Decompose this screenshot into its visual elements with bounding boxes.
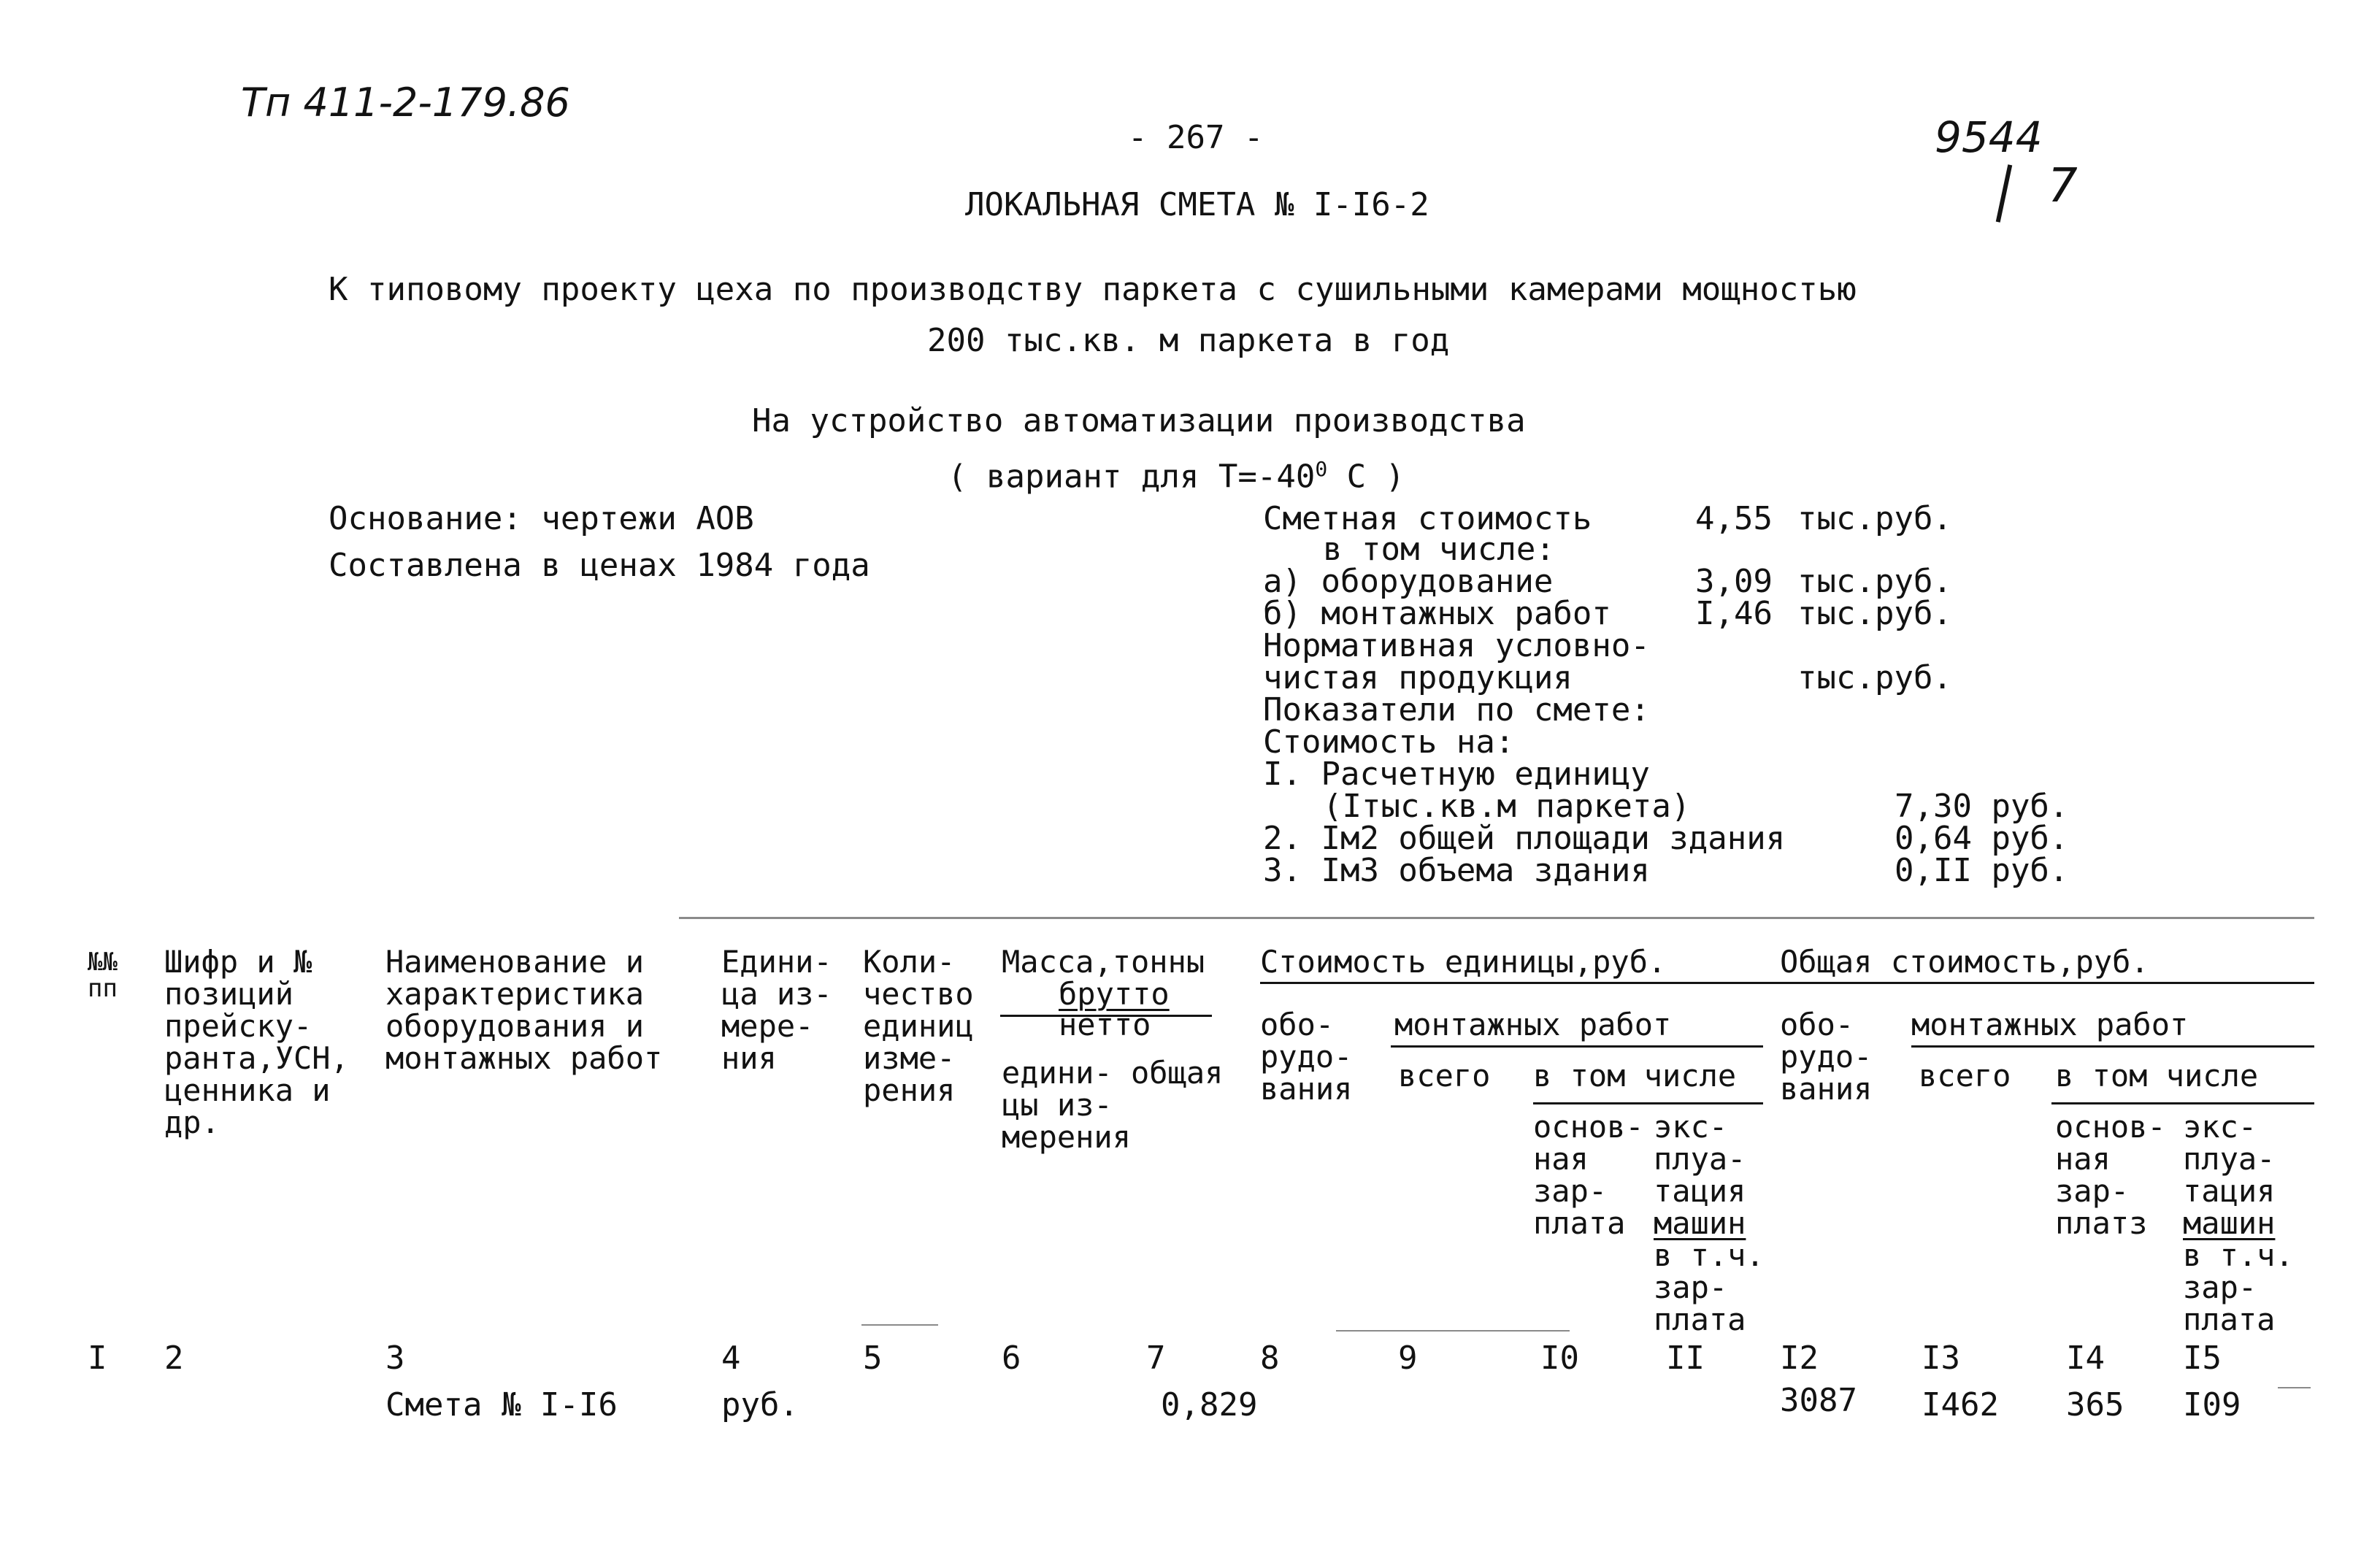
- handwritten-slash: [1996, 164, 2013, 222]
- total-install-rule: [1911, 1045, 2314, 1048]
- header-total-wage: основ- ная зар- платз: [2055, 1109, 2166, 1241]
- archive-sheet-handwritten: 7: [2048, 159, 2078, 213]
- header-total-mach-wage: в т.ч. зар- плата: [2183, 1237, 2294, 1337]
- row-total-equipment: 3087: [1780, 1382, 1857, 1419]
- subtitle-line-1: К типовому проекту цеха по производству паркета с сушильными камерами мощностью: [329, 271, 1857, 308]
- header-total-equipment: обо- рудо- вания: [1780, 1007, 1873, 1107]
- header-total-incl: в том числе: [2055, 1058, 2259, 1094]
- unit-install-rule: [1391, 1045, 1763, 1048]
- column-number: I3: [1922, 1340, 1960, 1377]
- subtitle-line-2: 200 тыс.кв. м паркета в год: [927, 322, 1450, 359]
- page-title: ЛОКАЛЬНАЯ СМЕТА № I-I6-2: [965, 186, 1429, 223]
- header-name: Наименование и характеристика оборудования и монтажных работ: [385, 944, 663, 1076]
- column-number: 4: [721, 1340, 741, 1377]
- estimated-cost-label: Сметная стоимость: [1263, 500, 1592, 537]
- header-total-total: всего: [1919, 1058, 2011, 1094]
- header-total-cost: Общая стоимость,руб.: [1780, 944, 2149, 980]
- normative-unit: тыс.руб.: [1797, 659, 1952, 696]
- header-mass: Масса,тонны: [1002, 944, 1205, 980]
- header-mass-sub: едини- общая цы из- мерения: [1002, 1055, 1224, 1155]
- installation-unit: тыс.руб.: [1797, 595, 1952, 632]
- installation-label: б) монтажных работ: [1263, 595, 1611, 632]
- column-number: 9: [1398, 1340, 1418, 1377]
- unit-incl-rule: [1533, 1102, 1763, 1104]
- equipment-unit: тыс.руб.: [1797, 563, 1952, 600]
- normative-label-1: Нормативная условно-: [1263, 627, 1650, 664]
- header-code: Шифр и № позиций прейску- ранта,УСН, ценника и др.: [164, 944, 349, 1140]
- scan-mark: [861, 1324, 938, 1326]
- header-unit-cost: Стоимость единицы,руб.: [1260, 944, 1667, 980]
- equipment-value: 3,09: [1695, 563, 1773, 600]
- row-total-wage: 365: [2066, 1386, 2124, 1423]
- row-unit: руб.: [721, 1386, 799, 1423]
- header-total-install: монтажных работ: [1911, 1007, 2189, 1042]
- cost-title-rule: [1260, 982, 2314, 984]
- area-cost-value: 0,64 руб.: [1895, 820, 2069, 857]
- column-number: I2: [1780, 1340, 1819, 1377]
- indicators-label: Показатели по смете:: [1263, 691, 1650, 729]
- equipment-label: а) оборудование: [1263, 563, 1554, 600]
- project-code-handwritten: Тп 411-2-179.86: [241, 80, 570, 126]
- including-label: в том числе:: [1323, 531, 1555, 568]
- column-number: 2: [164, 1340, 184, 1377]
- row-total-install: I462: [1922, 1386, 1999, 1423]
- table-top-rule: [679, 917, 2314, 919]
- unit-cost-value: 7,30 руб.: [1895, 788, 2069, 825]
- header-mass-netto: нетто: [1059, 1007, 1151, 1042]
- header-unit-mach-wage: в т.ч. зар- плата: [1654, 1237, 1765, 1337]
- column-number: II: [1666, 1340, 1705, 1377]
- header-unit-total: всего: [1398, 1058, 1491, 1094]
- volume-cost-value: 0,II руб.: [1895, 852, 2069, 889]
- purpose-line: На устройство автоматизации производства: [752, 402, 1526, 439]
- column-number: I: [88, 1340, 107, 1377]
- normative-label-2: чистая продукция: [1263, 659, 1573, 696]
- header-unit-mach-u: машин: [1654, 1205, 1746, 1241]
- header-unit: Едини- ца из- мере- ния: [721, 944, 832, 1076]
- archive-number-handwritten: 9544: [1935, 112, 2043, 162]
- header-unit-install: монтажных работ: [1394, 1007, 1672, 1042]
- header-unit-mach: экс- плуа- тация: [1654, 1109, 1746, 1209]
- column-number: 5: [863, 1340, 883, 1377]
- column-number: I4: [2066, 1340, 2105, 1377]
- total-incl-rule: [2051, 1102, 2314, 1104]
- row-name: Смета № I-I6: [385, 1386, 618, 1423]
- header-total-mach: экс- плуа- тация: [2183, 1109, 2276, 1209]
- row-mass-total: 0,829: [1161, 1386, 1258, 1423]
- header-unit-incl: в том числе: [1533, 1058, 1737, 1094]
- unit-cost-label-2: (Iтыс.кв.м паркета): [1323, 788, 1691, 825]
- header-row-number: №№ пп: [88, 948, 118, 1003]
- header-mass-brutto: брутто: [1059, 976, 1170, 1012]
- header-quantity: Коли- чество единиц изме- рения: [863, 944, 974, 1108]
- page-number: - 267 -: [1128, 119, 1264, 156]
- column-number: I0: [1540, 1340, 1579, 1377]
- column-number: I5: [2183, 1340, 2222, 1377]
- estimated-cost-value: 4,55: [1695, 500, 1773, 537]
- cost-per-label: Стоимость на:: [1263, 723, 1515, 761]
- basis-drawings: Основание: чертежи АОВ: [329, 500, 754, 537]
- header-total-mach-u: машин: [2183, 1205, 2276, 1241]
- scan-mark: [2278, 1387, 2311, 1388]
- volume-cost-label: 3. Iм3 объема здания: [1263, 852, 1650, 889]
- header-unit-equipment: обо- рудо- вания: [1260, 1007, 1353, 1107]
- column-number: 3: [385, 1340, 405, 1377]
- unit-cost-label-1: I. Расчетную единицу: [1263, 756, 1650, 793]
- area-cost-label: 2. Iм2 общей площади здания: [1263, 820, 1786, 857]
- basis-prices-year: Составлена в ценах 1984 года: [329, 547, 870, 584]
- column-number: 8: [1260, 1340, 1280, 1377]
- variant-line: ( вариант для $Т=-40^0$ С ): [948, 457, 1405, 496]
- scan-mark: [1336, 1330, 1570, 1332]
- installation-value: I,46: [1695, 595, 1773, 632]
- header-unit-wage: основ- ная зар- плата: [1533, 1109, 1644, 1241]
- column-number: 6: [1002, 1340, 1021, 1377]
- column-number: 7: [1146, 1340, 1166, 1377]
- row-total-mach: I09: [2183, 1386, 2241, 1423]
- estimated-cost-unit: тыс.руб.: [1797, 500, 1952, 537]
